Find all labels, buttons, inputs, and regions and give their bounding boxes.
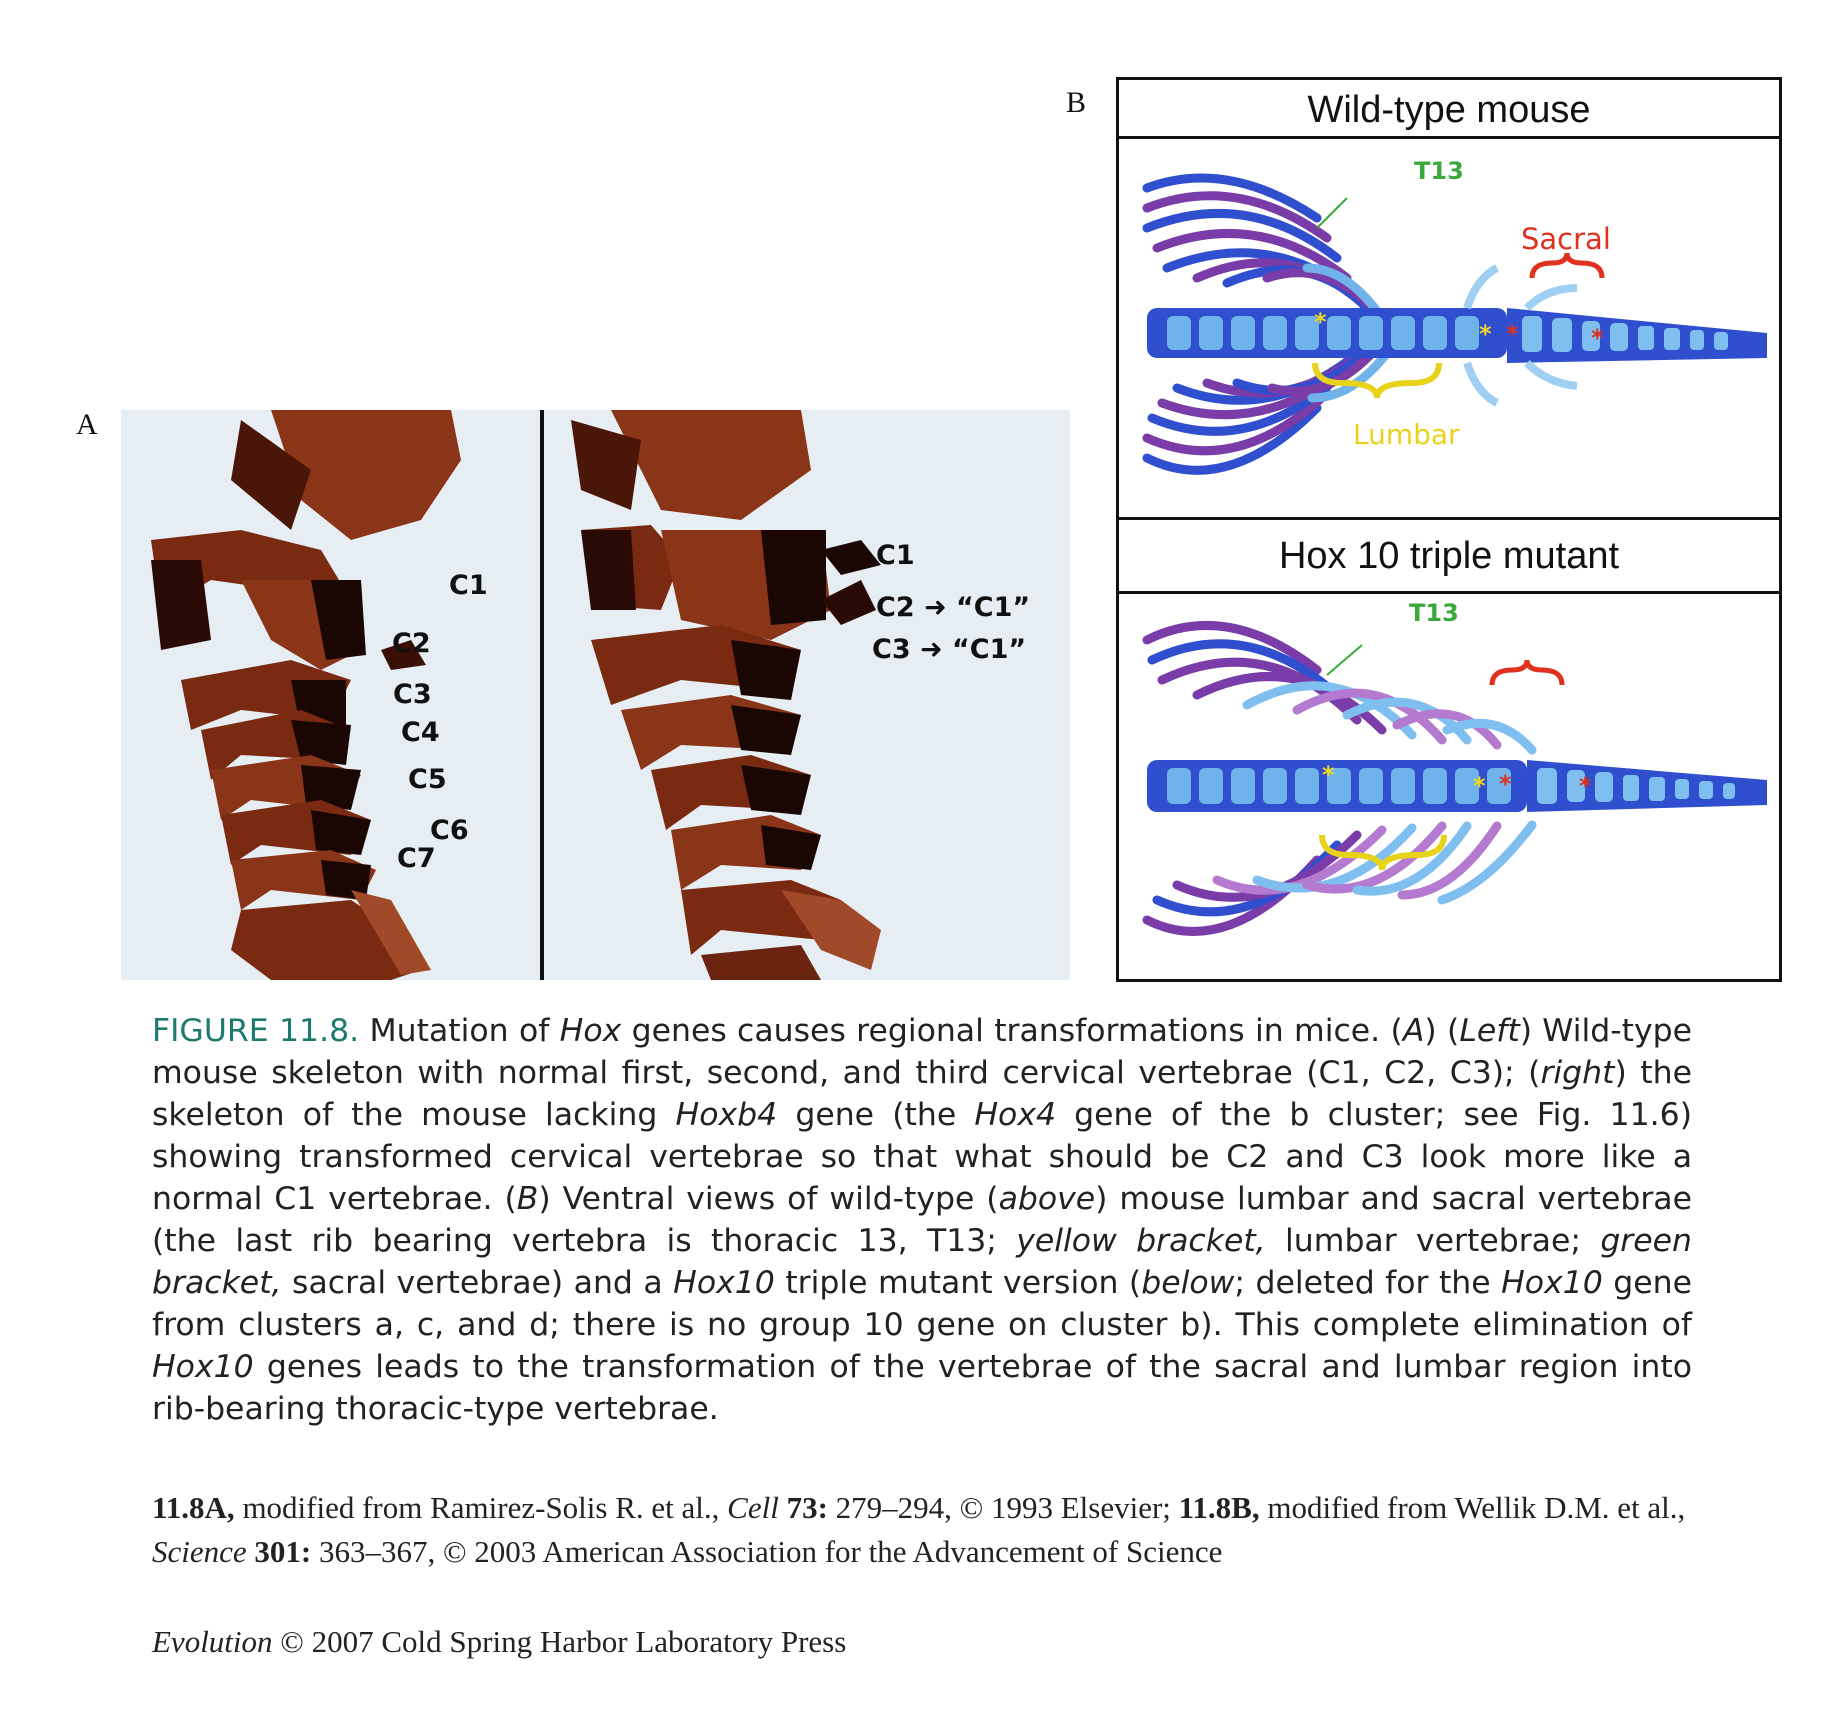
- label-c2-left: C2: [392, 628, 431, 659]
- caption-text: ) the skeleton of the mouse lacking: [152, 1055, 1693, 1133]
- credit-volume: 301:: [246, 1534, 312, 1569]
- caption-text: sacral vertebrae) and a: [281, 1265, 674, 1301]
- credit-journal: Science: [152, 1534, 247, 1569]
- caption-text: gene of the b cluster; see Fig. 11.6) showing transformed cervical vertebrae so that what should be C2 and C3 look more like a normal C1 vertebrae. (: [152, 1097, 1692, 1217]
- credit-journal: Cell: [727, 1490, 779, 1525]
- label-c3-left: C3: [393, 679, 432, 710]
- caption-text: genes leads to the transformation of the vertebrae of the sacral and lumbar region into rib-bearing thoracic-type vertebrae.: [152, 1349, 1692, 1427]
- mutant-image: [1137, 600, 1767, 970]
- caption-text: triple mutant version (: [774, 1265, 1142, 1301]
- caption-italic: B: [516, 1181, 539, 1217]
- caption-italic: Hox4: [974, 1097, 1057, 1133]
- caption-italic: Hox10: [673, 1265, 775, 1301]
- footer-text: © 2007 Cold Spring Harbor Laboratory Press: [272, 1624, 847, 1659]
- caption-text: ) (: [1424, 1013, 1460, 1049]
- t13-label-bottom: T13: [1409, 599, 1459, 627]
- caption-italic: yellow bracket,: [1016, 1223, 1266, 1259]
- panel-b-letter: B: [1066, 86, 1087, 119]
- caption-text: ; deleted for the: [1234, 1265, 1502, 1301]
- caption-italic: above: [998, 1181, 1096, 1217]
- cervical-skeleton-image: [121, 410, 1070, 980]
- divider-top: [1119, 136, 1779, 139]
- credit-a-label: 11.8A,: [152, 1490, 235, 1525]
- caption-italic: Left: [1459, 1013, 1520, 1049]
- credit-text: modified from Ramirez-Solis R. et al.,: [234, 1490, 728, 1525]
- caption-italic: green bracket,: [152, 1223, 1692, 1301]
- asterisk-yellow-2-bottom: *: [1473, 772, 1486, 800]
- caption-text: lumbar vertebrae;: [1265, 1223, 1601, 1259]
- caption-text: gene (the: [777, 1097, 975, 1133]
- caption-text: gene from clusters a, c, and d; there is no group 10 gene on cluster b). This complete elimination of: [152, 1265, 1693, 1343]
- caption-italic: A: [1402, 1013, 1425, 1049]
- t13-label-top: T13: [1414, 157, 1464, 185]
- figure-label: FIGURE 11.8.: [152, 1013, 360, 1049]
- label-c2-transform: C2 ➜ “C1”: [876, 592, 1031, 623]
- caption-text: ) Wild-type mouse skeleton with normal first, second, and third cervical vertebrae (C1, C2, C3); (: [152, 1013, 1692, 1091]
- mutant-title: Hox 10 triple mutant: [1278, 535, 1620, 577]
- mutant-skeleton: [1137, 600, 1767, 970]
- credit-text: 363–367, © 2003 American Association for the Advancement of Science: [311, 1534, 1223, 1569]
- copyright-footer: [152, 1620, 1692, 1664]
- lumbar-label: Lumbar: [1353, 418, 1460, 451]
- label-c7-left: C7: [397, 843, 436, 874]
- label-c6-left: C6: [430, 815, 469, 846]
- caption-italic: below: [1141, 1265, 1235, 1301]
- panel-a-photo: [121, 410, 1070, 980]
- figure-caption: [152, 1010, 1692, 1430]
- caption-italic: Hox10: [152, 1349, 254, 1385]
- caption-text: ) Ventral views of wild-type (: [538, 1181, 999, 1217]
- panel-a-letter: A: [76, 408, 98, 441]
- caption-text: ) mouse lumbar and sacral vertebrae (the last rib bearing vertebra is thoracic 13, T13;: [152, 1181, 1692, 1259]
- sacral-label: Sacral: [1521, 222, 1611, 256]
- label-c5-left: C5: [408, 764, 447, 795]
- divider-lower: [1119, 591, 1779, 594]
- wild-type-title: Wild-type mouse: [1307, 89, 1591, 131]
- label-c1-left: C1: [449, 570, 488, 601]
- credit-b-label: 11.8B,: [1178, 1490, 1260, 1525]
- asterisk-yellow-2-top: *: [1479, 320, 1492, 348]
- caption-italic: right: [1540, 1055, 1615, 1091]
- asterisk-red-1-bottom: *: [1499, 770, 1512, 798]
- footer-book-title: Evolution: [152, 1624, 273, 1659]
- label-c1-right: C1: [876, 540, 915, 571]
- asterisk-red-2-bottom: *: [1579, 772, 1592, 800]
- image-credits: [152, 1486, 1692, 1574]
- asterisk-yellow-1-top: *: [1314, 308, 1327, 336]
- caption-italic: Hox10: [1501, 1265, 1603, 1301]
- panel-b-frame: [1116, 77, 1782, 982]
- asterisk-yellow-1-bottom: *: [1322, 761, 1335, 789]
- credit-text: 279–294, © 1993 Elsevier;: [827, 1490, 1179, 1525]
- label-c4-left: C4: [401, 717, 440, 748]
- asterisk-red-2-top: *: [1591, 324, 1604, 352]
- label-c3-transform: C3 ➜ “C1”: [872, 634, 1027, 665]
- caption-italic: Hox: [559, 1013, 622, 1049]
- caption-italic: Hoxb4: [675, 1097, 778, 1133]
- caption-text: Mutation of: [359, 1013, 560, 1049]
- asterisk-red-1-top: *: [1506, 320, 1519, 348]
- credit-volume: 73:: [778, 1490, 828, 1525]
- caption-text: genes causes regional transformations in mice. (: [621, 1013, 1403, 1049]
- credit-text: modified from Wellik D.M. et al.,: [1259, 1490, 1686, 1525]
